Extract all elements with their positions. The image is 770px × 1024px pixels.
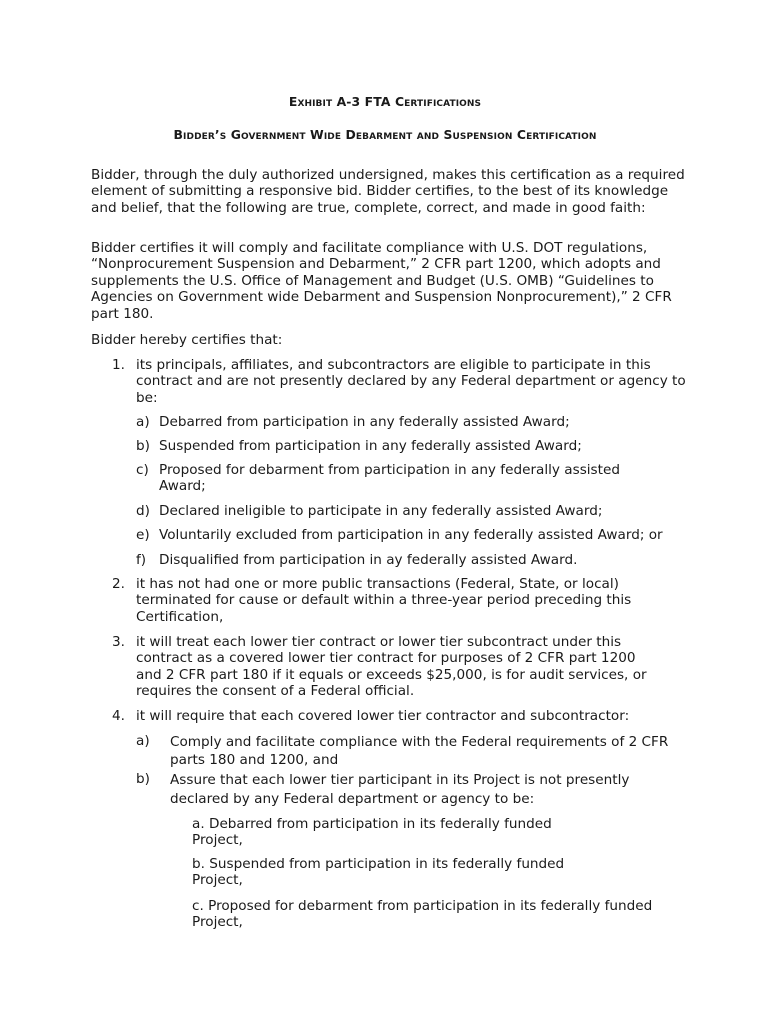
compliance-paragraph: Bidder certifies it will comply and facilitate compliance with U.S. DOT regulations, “Nonprocurement Suspension and Debarment,” 2 CFR part 1200, which adopts and supplements the U.S. Office of Management and Budget (U.S. OMB) “Guidelines to Agencies on Government wide Debarment and Suspension Nonprocurement),” 2 CFR part 180.: [91, 240, 672, 322]
item-number: 3.: [112, 634, 125, 650]
list-item-text: its principals, affiliates, and subcontractors are eligible to participate in this contract and are not presently declared by any Federal department or agency to be:: [136, 357, 686, 406]
list-item-text: it will require that each covered lower tier contractor and subcontractor:: [136, 708, 630, 724]
sub-item-text: Disqualified from participation in ay federally assisted Award.: [159, 552, 578, 568]
sub-item-label: f): [136, 552, 147, 568]
certifies-paragraph: Bidder hereby certifies that:: [91, 332, 283, 348]
nested-item-text: b. Suspended from participation in its federally funded Project,: [192, 856, 565, 889]
sub-item-label: d): [136, 503, 150, 519]
sub-item-label: b): [136, 771, 150, 787]
sub-item-text: Declared ineligible to participate in any federally assisted Award;: [159, 503, 603, 519]
sub-item-text: Suspended from participation in any federally assisted Award;: [159, 438, 582, 454]
item-number: 4.: [112, 708, 125, 724]
sub-item-text: Assure that each lower tier participant in its Project is not presently declared by any Federal department or agency to be:: [170, 772, 630, 807]
certification-title: Bidder’s Government Wide Debarment and Suspension Certification: [173, 127, 597, 142]
sub-item-label: e): [136, 527, 150, 543]
sub-item-text: Debarred from participation in any federally assisted Award;: [159, 414, 570, 430]
sub-item-text: Voluntarily excluded from participation in any federally assisted Award; or: [159, 527, 663, 543]
exhibit-title: Exhibit A-3 FTA Certifications: [288, 94, 482, 109]
sub-item-label: c): [136, 462, 149, 478]
sub-item-text: Proposed for debarment from participation in any federally assisted Award;: [159, 462, 620, 495]
sub-item-label: a): [136, 733, 150, 749]
intro-paragraph: Bidder, through the duly authorized undersigned, makes this certification as a required element of submitting a responsive bid. Bidder certifies, to the best of its knowledge and belief, that the following are true, complete, correct, and made in good faith:: [91, 167, 685, 216]
sub-item-label: b): [136, 438, 150, 454]
nested-item-text: a. Debarred from participation in its federally funded Project,: [192, 816, 552, 849]
list-item-text: it will treat each lower tier contract or lower tier subcontract under this contract as a covered lower tier contract for purposes of 2 CFR part 1200 and 2 CFR part 180 if it equals or exceeds $25,000, is for audit services, or requires the consent of a Federal official.: [136, 634, 647, 700]
sub-item-text: Comply and facilitate compliance with the Federal requirements of 2 CFR parts 180 and 1200, and: [170, 734, 669, 768]
list-item-text: it has not had one or more public transactions (Federal, State, or local) terminated for cause or default within a three-year period preceding this Certification,: [136, 576, 632, 625]
item-number: 1.: [112, 357, 125, 373]
sub-item-label: a): [136, 414, 150, 430]
item-number: 2.: [112, 576, 125, 592]
nested-item-text: c. Proposed for debarment from participation in its federally funded Project,: [192, 898, 653, 931]
